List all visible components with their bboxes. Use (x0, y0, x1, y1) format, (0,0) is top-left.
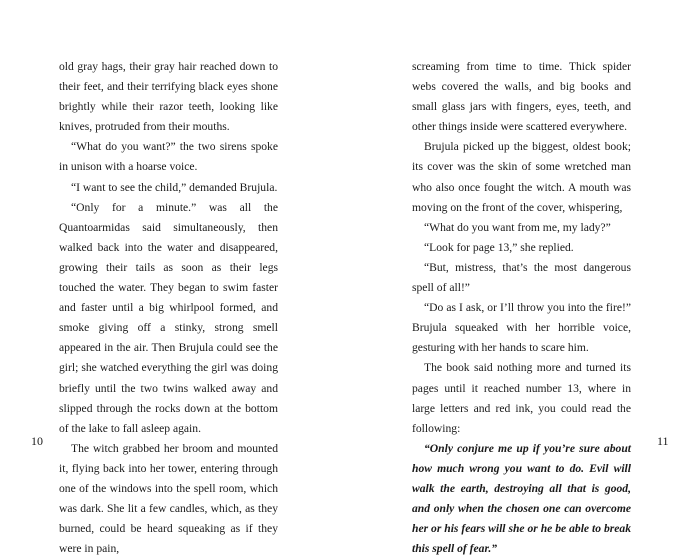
paragraph: “Only for a minute.” was all the Quantoarmidas said simultaneously, then walked back into the water and disappeared, growing their tails as soon as their legs touched the water. They began to swim faster and faster until a big whirlpool formed, and smoke giving off a stinky, strong smell appeared in the air. Then Brujula could see the girl; she watched everything the girl was doing briefly until the two twins walked away and slipped through the rocks down at the bottom of the lake to fall asleep again. (59, 200, 278, 435)
paragraph: “What do you want?” the two sirens spoke in unison with a hoarse voice. (59, 140, 278, 174)
paragraph: “Do as I ask, or I’ll throw you into the fire!” Brujula squeaked with her horrible voice, gesturing with her hands to scare him. (412, 301, 631, 355)
paragraph: old gray hags, their gray hair reached down to their feet, and their terrifying black eyes shone brightly while their razor teeth, looking like knives, protruded from their mouths. (59, 60, 278, 134)
paragraph: “But, mistress, that’s the most dangerous spell of all!” (412, 260, 631, 295)
paragraph: The book said nothing more and turned its pages until it reached number 13, where in large letters and red ink, you could read the following: (412, 361, 631, 435)
paragraph: “Look for page 13,” she replied. (424, 240, 574, 254)
spell-quote: “Only conjure me up if you’re sure about how much wrong you want to do. Evil will walk the earth, destroying all that is good, and only when the chosen one can overcome her or his fears will she or he be able to break this spell of fear.” (412, 441, 631, 556)
left-page (0, 0, 350, 556)
right-page-text (412, 57, 631, 559)
right-page (350, 0, 700, 556)
page-number-right: 11 (657, 434, 669, 448)
page-number-left: 10 (31, 434, 43, 448)
left-page-text (59, 57, 278, 559)
paragraph: “I want to see the child,” demanded Brujula. (71, 180, 278, 194)
paragraph: The witch grabbed her broom and mounted it, flying back into her tower, entering through one of the windows into the spell room, which was dark. She lit a few candles, which, as they burned, could be heard squeaking as if they were in pain, (59, 441, 278, 556)
paragraph: screaming from time to time. Thick spider webs covered the walls, and big books and small glass jars with fingers, eyes, teeth, and other things inside were scattered everywhere. (412, 60, 631, 134)
paragraph: “What do you want from me, my lady?” (424, 220, 611, 234)
paragraph: Brujula picked up the biggest, oldest book; its cover was the skin of some wretched man who also once fought the witch. A mouth was moving on the front of the cover, whispering, (412, 140, 631, 214)
